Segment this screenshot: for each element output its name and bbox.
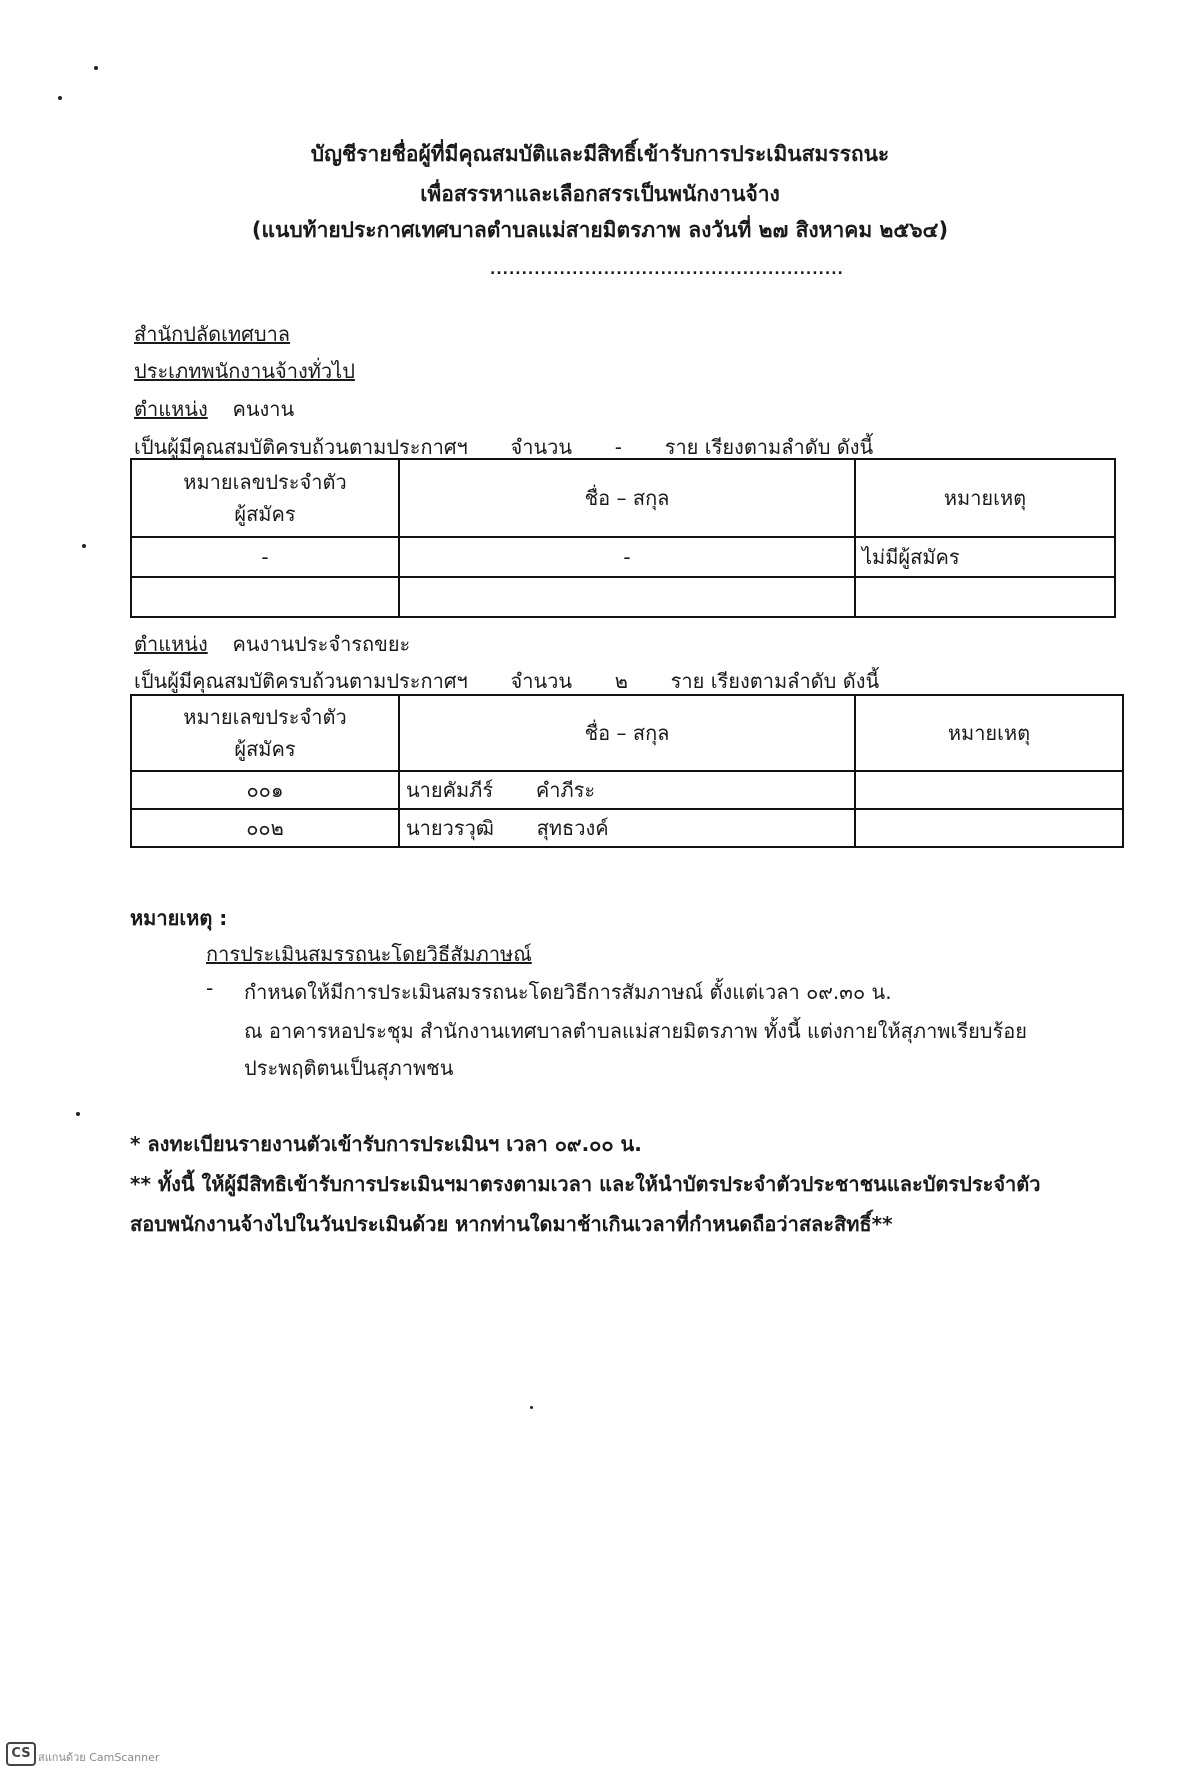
title-line-3: (แนบท้ายประกาศเทศบาลตำบลแม่สายมิตรภาพ ลงวันที่ ๒๗ สิงหาคม ๒๕๖๔) <box>251 218 949 242</box>
remarks-line-2: ณ อาคารหอประชุม สำนักงานเทศบาลตำบลแม่สายมิตรภาพ ทั้งนี้ แต่งกายให้สุภาพเรียบร้อย <box>244 1019 1027 1043</box>
title-line-1: บัญชีรายชื่อผู้ที่มีคุณสมบัติและมีสิทธิ์เข้ารับการประเมินสมรรถนะ <box>310 142 890 166</box>
applicant-remark <box>855 809 1123 847</box>
applicant-last-name: สุทธวงค์ <box>536 816 609 840</box>
applicant-last-name: คำภีระ <box>535 778 596 802</box>
applicant-first-name: นายวรวุฒิ <box>406 816 494 840</box>
remarks-heading: หมายเหตุ : <box>130 906 228 930</box>
applicant-id: - <box>131 537 399 577</box>
attendance-note-line-2: สอบพนักงานจ้างไปในวันประเมินด้วย หากท่านใดมาช้าเกินเวลาที่กำหนดถือว่าสละสิทธิ์** <box>130 1212 893 1236</box>
header-full-name: ชื่อ – สกุล <box>399 695 855 771</box>
position-2-summary: เป็นผู้มีคุณสมบัติครบถ้วนตามประกาศฯ จำนวน ๒ ราย เรียงตามลำดับ ดังนี้ <box>134 669 880 693</box>
position-1-table <box>130 458 1116 618</box>
attendance-note-line-1: ** ทั้งนี้ ให้ผู้มีสิทธิเข้ารับการประเมินฯมาตรงตามเวลา และให้นำบัตรประจำตัวประชาชนและบัตรประจำตัว <box>130 1172 1041 1196</box>
employee-type: ประเภทพนักงานจ้างทั่วไป <box>134 359 355 383</box>
office-name: สำนักปลัดเทศบาล <box>134 322 291 346</box>
scan-speck <box>58 96 62 100</box>
position-name: คนงานประจำรถขยะ <box>232 632 411 656</box>
table-header-row <box>131 695 1123 771</box>
remarks-subheading: การประเมินสมรรถนะโดยวิธีสัมภาษณ์ <box>206 942 532 966</box>
candidate-count: ๒ <box>614 669 628 693</box>
table-header-row <box>131 459 1115 537</box>
applicant-remark: ไม่มีผู้สมัคร <box>855 537 1115 577</box>
scan-speck <box>82 544 86 548</box>
scan-speck <box>530 1406 533 1409</box>
header-full-name: ชื่อ – สกุล <box>399 459 855 537</box>
position-2-table <box>130 694 1124 848</box>
applicant-name <box>399 577 855 617</box>
registration-note: * ลงทะเบียนรายงานตัวเข้ารับการประเมินฯ เวลา ๐๙.๐๐ น. <box>130 1132 642 1156</box>
header-applicant-id: หมายเลขประจำตัว ผู้สมัคร <box>131 695 399 771</box>
title-line-2: เพื่อสรรหาและเลือกสรรเป็นพนักงานจ้าง <box>420 182 780 206</box>
table-row <box>131 809 1123 847</box>
applicant-id: ๐๐๑ <box>131 771 399 809</box>
table-row <box>131 537 1115 577</box>
camscanner-logo: CS <box>6 1742 36 1766</box>
scan-speck <box>76 1112 80 1116</box>
remarks-dash: - <box>206 976 214 1000</box>
applicant-id <box>131 577 399 617</box>
header-remark: หมายเหตุ <box>855 459 1115 537</box>
position-label: ตำแหน่ง <box>134 397 208 421</box>
position-2-heading <box>134 628 410 660</box>
remarks-line-1: กำหนดให้มีการประเมินสมรรถนะโดยวิธีการสัมภาษณ์ ตั้งแต่เวลา ๐๙.๓๐ น. <box>244 980 892 1004</box>
applicant-id: ๐๐๒ <box>131 809 399 847</box>
camscanner-watermark: สแกนด้วย CamScanner <box>38 1751 160 1764</box>
table-row <box>131 771 1123 809</box>
title-dotted-rule: ........................................................ <box>490 262 844 278</box>
position-1-heading <box>134 393 294 425</box>
position-1-summary: เป็นผู้มีคุณสมบัติครบถ้วนตามประกาศฯ จำนวน - ราย เรียงตามลำดับ ดังนี้ <box>134 435 874 459</box>
position-label: ตำแหน่ง <box>134 632 208 656</box>
remarks-line-3: ประพฤติตนเป็นสุภาพชน <box>244 1056 454 1080</box>
header-applicant-id: หมายเลขประจำตัว ผู้สมัคร <box>131 459 399 537</box>
applicant-name <box>399 771 855 809</box>
applicant-remark <box>855 771 1123 809</box>
position-name: คนงาน <box>232 397 295 421</box>
scan-speck <box>94 66 98 70</box>
candidate-count: - <box>614 435 622 459</box>
applicant-remark <box>855 577 1115 617</box>
applicant-name: - <box>399 537 855 577</box>
table-row <box>131 577 1115 617</box>
header-remark: หมายเหตุ <box>855 695 1123 771</box>
applicant-name <box>399 809 855 847</box>
applicant-first-name: นายคัมภีร์ <box>406 778 494 802</box>
